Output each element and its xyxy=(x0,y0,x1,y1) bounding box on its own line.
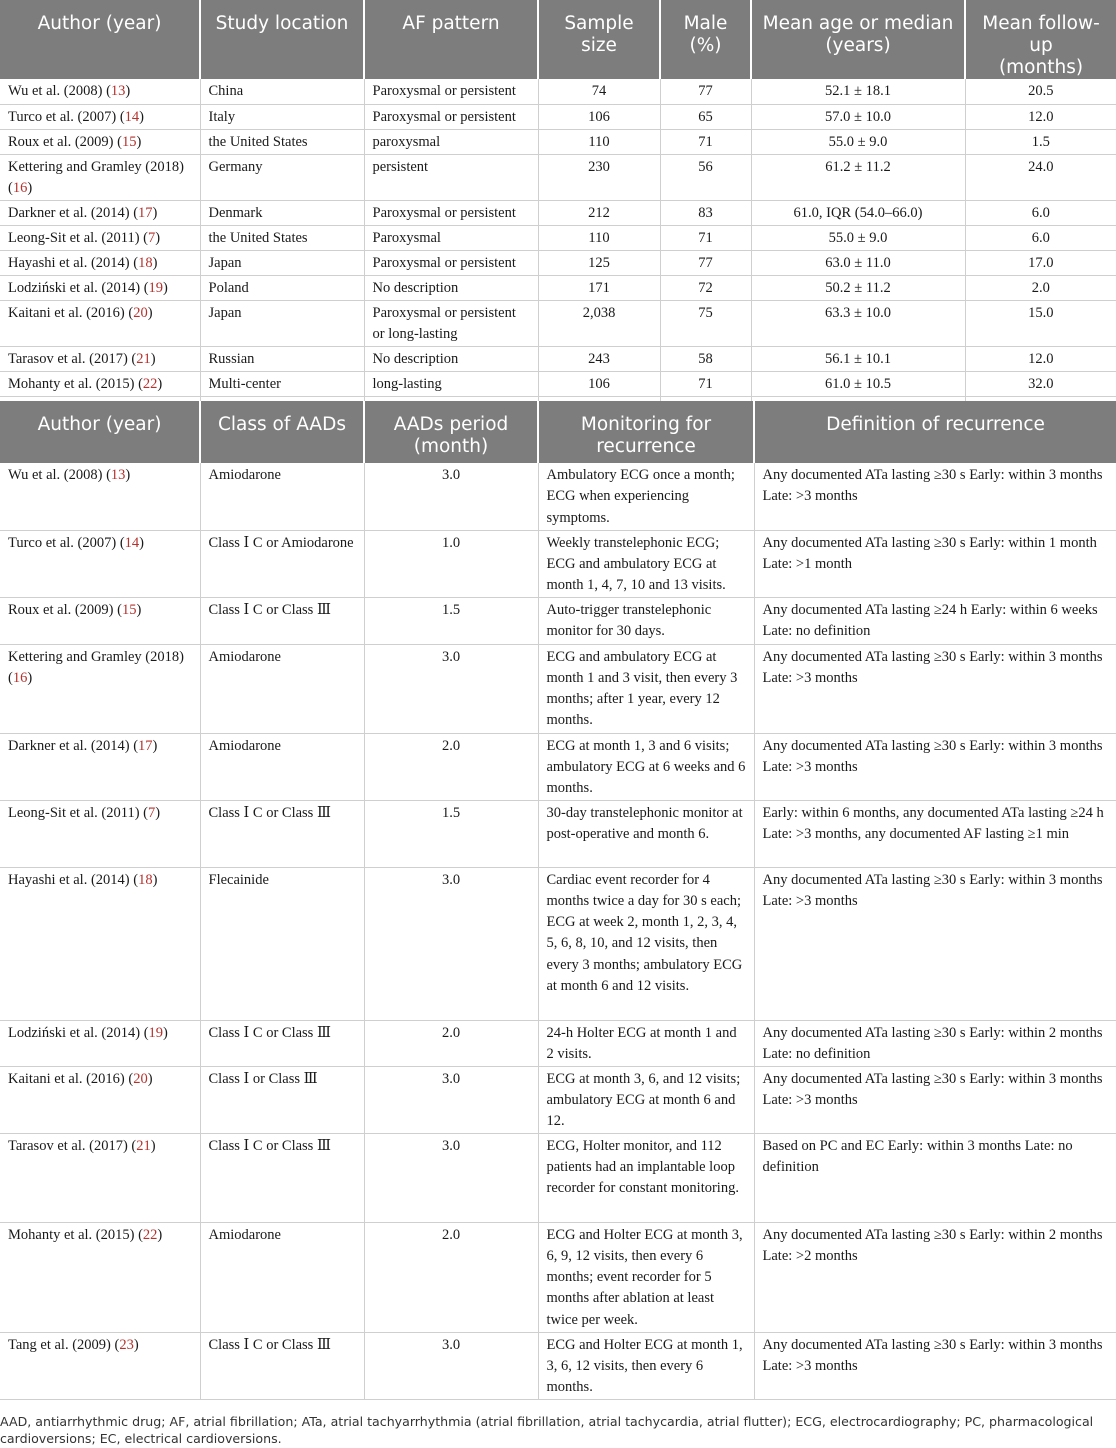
author-text: Darkner et al. (2014) ( xyxy=(8,737,139,754)
reference-link: 17 xyxy=(138,204,153,221)
reference-link: 18 xyxy=(138,871,153,888)
reference-link: 7 xyxy=(148,804,156,821)
author-cell xyxy=(0,200,200,225)
author-cell xyxy=(0,800,200,867)
definition-cell: Any documented ATa lasting ≥30 s Early: within 3 months Late: >3 months xyxy=(754,644,1116,733)
reference-close: ) xyxy=(27,669,33,686)
age-cell: 50.2 ± 11.2 xyxy=(751,275,965,300)
aad-monitoring-table xyxy=(0,401,1116,1400)
reference-close: ) xyxy=(133,1336,139,1353)
definition-cell: Any documented ATa lasting ≥30 s Early: within 3 months Late: >3 months xyxy=(754,1332,1116,1399)
reference-link: 19 xyxy=(148,1024,164,1041)
sample-size-cell: 106 xyxy=(538,371,660,396)
author-cell xyxy=(0,346,200,371)
reference-link: 21 xyxy=(136,350,151,367)
aad-period-cell: 1.5 xyxy=(364,800,538,867)
follow-up-cell: 32.0 xyxy=(965,371,1116,396)
af-pattern-cell: No description xyxy=(364,275,538,300)
reference-close: ) xyxy=(152,737,158,754)
column-header: Mean age or median (years) xyxy=(751,0,965,79)
author-text: Wu et al. (2008) ( xyxy=(8,467,111,483)
table-row xyxy=(0,250,1116,275)
author-text: Hayashi et al. (2014) ( xyxy=(8,871,139,888)
table-row xyxy=(0,154,1116,200)
reference-link: 13 xyxy=(110,467,126,483)
author-text: Mohanty et al. (2015) ( xyxy=(8,1226,143,1243)
author-cell xyxy=(0,733,200,800)
aad-period-cell: 2.0 xyxy=(364,1020,538,1066)
reference-close: ) xyxy=(139,108,144,125)
author-cell xyxy=(0,371,200,396)
aad-class-cell: Class Ⅰ C or Class Ⅲ xyxy=(200,597,364,644)
author-cell xyxy=(0,104,200,129)
monitoring-cell: Auto-trigger transtelephonic monitor for 30 days. xyxy=(538,597,754,644)
aad-class-cell: Class Ⅰ C or Class Ⅲ xyxy=(200,1133,364,1222)
reference-close: ) xyxy=(125,467,131,483)
table-row xyxy=(0,530,1116,597)
definition-cell: Any documented ATa lasting ≥30 s Early: within 1 month Late: >1 month xyxy=(754,530,1116,597)
male-percent-cell: 72 xyxy=(660,275,751,300)
definition-cell: Based on PC and EC Early: within 3 months Late: no definition xyxy=(754,1133,1116,1222)
follow-up-cell: 15.0 xyxy=(965,300,1116,346)
location-cell: Japan xyxy=(200,300,364,346)
table-row xyxy=(0,1020,1116,1066)
table-row xyxy=(0,104,1116,129)
sample-size-cell: 110 xyxy=(538,225,660,250)
follow-up-cell: 6.0 xyxy=(965,200,1116,225)
sample-size-cell: 110 xyxy=(538,129,660,154)
monitoring-cell: ECG and Holter ECG at month 1, 3, 6, 12 visits, then every 6 months. xyxy=(538,1332,754,1399)
author-cell xyxy=(0,1066,200,1133)
author-cell xyxy=(0,530,200,597)
author-text: Turco et al. (2007) ( xyxy=(8,108,125,125)
author-cell xyxy=(0,154,200,200)
age-cell: 61.2 ± 11.2 xyxy=(751,154,965,200)
definition-cell: Early: within 6 months, any documented ATa lasting ≥24 h Late: >3 months, any documented AF lasting ≥1 min xyxy=(754,800,1116,867)
aad-period-cell: 3.0 xyxy=(364,1332,538,1399)
follow-up-cell: 24.0 xyxy=(965,154,1116,200)
author-cell xyxy=(0,867,200,1020)
age-cell: 61.0, IQR (54.0–66.0) xyxy=(751,200,965,225)
aad-period-cell: 3.0 xyxy=(364,1133,538,1222)
table-row xyxy=(0,129,1116,154)
location-cell: the United States xyxy=(200,225,364,250)
af-pattern-cell: persistent xyxy=(364,154,538,200)
monitoring-cell: 24-h Holter ECG at month 1 and 2 visits. xyxy=(538,1020,754,1066)
aad-class-cell: Class Ⅰ or Class Ⅲ xyxy=(200,1066,364,1133)
male-percent-cell: 71 xyxy=(660,371,751,396)
sample-size-cell: 212 xyxy=(538,200,660,225)
af-pattern-cell: Paroxysmal xyxy=(364,225,538,250)
aad-class-cell: Amiodarone xyxy=(200,644,364,733)
follow-up-cell: 2.0 xyxy=(965,275,1116,300)
monitoring-cell: 30-day transtelephonic monitor at post-operative and month 6. xyxy=(538,800,754,867)
reference-link: 15 xyxy=(121,133,137,150)
age-cell: 63.3 ± 10.0 xyxy=(751,300,965,346)
reference-close: ) xyxy=(147,304,153,321)
follow-up-cell: 12.0 xyxy=(965,104,1116,129)
definition-cell: Any documented ATa lasting ≥30 s Early: within 2 months Late: >2 months xyxy=(754,1222,1116,1332)
table-row xyxy=(0,733,1116,800)
author-cell xyxy=(0,1332,200,1399)
sample-size-cell: 74 xyxy=(538,79,660,104)
table-footnote: AAD, antiarrhythmic drug; AF, atrial fibrillation; ATa, atrial tachyarrhythmia (atrial fibrillation, atrial tachycardia, atrial flutter); ECG, electrocardiography; PC, pharmacological cardioversions; EC, electrical cardioversions. xyxy=(0,1414,1094,1446)
author-cell xyxy=(0,1222,200,1332)
location-cell: Denmark xyxy=(200,200,364,225)
definition-cell: Any documented ATa lasting ≥30 s Early: within 2 months Late: no definition xyxy=(754,1020,1116,1066)
author-cell xyxy=(0,129,200,154)
author-text: Lodziński et al. (2014) ( xyxy=(8,1024,149,1041)
reference-close: ) xyxy=(152,254,158,271)
table-row xyxy=(0,1332,1116,1399)
reference-link: 14 xyxy=(124,108,140,125)
age-cell: 52.1 ± 18.1 xyxy=(751,79,965,104)
table-row xyxy=(0,225,1116,250)
reference-close: ) xyxy=(157,375,163,392)
column-header: Definition of recurrence xyxy=(754,401,1116,463)
column-header: Mean follow-up (months) xyxy=(965,0,1116,79)
author-cell xyxy=(0,1133,200,1222)
male-percent-cell: 65 xyxy=(660,104,751,129)
reference-link: 19 xyxy=(148,279,164,296)
reference-link: 18 xyxy=(138,254,153,271)
table-row xyxy=(0,463,1116,530)
table-row xyxy=(0,800,1116,867)
aad-period-cell: 2.0 xyxy=(364,1222,538,1332)
reference-close: ) xyxy=(163,1024,168,1041)
author-cell xyxy=(0,300,200,346)
reference-close: ) xyxy=(139,534,144,551)
reference-close: ) xyxy=(152,204,158,221)
reference-link: 23 xyxy=(119,1336,134,1353)
table-row xyxy=(0,1133,1116,1222)
aad-period-cell: 3.0 xyxy=(364,463,538,530)
table-row xyxy=(0,644,1116,733)
male-percent-cell: 77 xyxy=(660,79,751,104)
age-cell: 61.0 ± 10.5 xyxy=(751,371,965,396)
author-text: Tarasov et al. (2017) ( xyxy=(8,1137,137,1154)
reference-link: 14 xyxy=(124,534,140,551)
author-text: Hayashi et al. (2014) ( xyxy=(8,254,139,271)
aad-class-cell: Amiodarone xyxy=(200,463,364,530)
age-cell: 57.0 ± 10.0 xyxy=(751,104,965,129)
author-text: Kaitani et al. (2016) ( xyxy=(8,1070,134,1087)
aad-class-cell: Class Ⅰ C or Class Ⅲ xyxy=(200,1332,364,1399)
reference-link: 22 xyxy=(142,375,158,392)
monitoring-cell: ECG and ambulatory ECG at month 1 and 3 visit, then every 3 months; after 1 year, every 12 months. xyxy=(538,644,754,733)
aad-class-cell: Flecainide xyxy=(200,867,364,1020)
author-text: Wu et al. (2008) ( xyxy=(8,83,111,99)
aad-class-cell: Amiodarone xyxy=(200,733,364,800)
af-pattern-cell: Paroxysmal or persistent xyxy=(364,200,538,225)
aad-period-cell: 2.0 xyxy=(364,733,538,800)
reference-link: 16 xyxy=(12,179,28,196)
reference-link: 20 xyxy=(133,1070,148,1087)
reference-close: ) xyxy=(136,601,142,618)
table-row xyxy=(0,371,1116,396)
column-header: Male (%) xyxy=(660,0,751,79)
monitoring-cell: Ambulatory ECG once a month; ECG when experiencing symptoms. xyxy=(538,463,754,530)
location-cell: Japan xyxy=(200,250,364,275)
column-header: AF pattern xyxy=(364,0,538,79)
male-percent-cell: 71 xyxy=(660,225,751,250)
author-cell xyxy=(0,275,200,300)
af-pattern-cell: Paroxysmal or persistent xyxy=(364,104,538,129)
aad-class-cell: Class Ⅰ C or Class Ⅲ xyxy=(200,800,364,867)
sample-size-cell: 106 xyxy=(538,104,660,129)
table-1-header-row xyxy=(0,0,1116,79)
male-percent-cell: 58 xyxy=(660,346,751,371)
reference-close: ) xyxy=(27,179,33,196)
definition-cell: Any documented ATa lasting ≥30 s Early: within 3 months Late: >3 months xyxy=(754,733,1116,800)
author-text: Roux et al. (2009) ( xyxy=(8,133,122,150)
reference-close: ) xyxy=(155,804,161,821)
definition-cell: Any documented ATa lasting ≥30 s Early: within 3 months Late: >3 months xyxy=(754,1066,1116,1133)
aad-class-cell: Amiodarone xyxy=(200,1222,364,1332)
age-cell: 63.0 ± 11.0 xyxy=(751,250,965,275)
column-header: Author (year) xyxy=(0,401,200,463)
aad-period-cell: 1.5 xyxy=(364,597,538,644)
follow-up-cell: 12.0 xyxy=(965,346,1116,371)
table-row xyxy=(0,346,1116,371)
author-text: Roux et al. (2009) ( xyxy=(8,601,122,618)
author-text: Mohanty et al. (2015) ( xyxy=(8,375,143,392)
reference-close: ) xyxy=(125,83,131,99)
table-row xyxy=(0,79,1116,104)
male-percent-cell: 71 xyxy=(660,129,751,154)
author-text: Kettering and Gramley (2018) ( xyxy=(8,158,184,196)
table-row xyxy=(0,1222,1116,1332)
sample-size-cell: 171 xyxy=(538,275,660,300)
author-text: Darkner et al. (2014) ( xyxy=(8,204,139,221)
location-cell: China xyxy=(200,79,364,104)
reference-link: 22 xyxy=(142,1226,158,1243)
reference-close: ) xyxy=(150,1137,156,1154)
author-text: Kettering and Gramley (2018) ( xyxy=(8,648,184,686)
location-cell: the United States xyxy=(200,129,364,154)
location-cell: Germany xyxy=(200,154,364,200)
table-row xyxy=(0,200,1116,225)
aad-class-cell: Class Ⅰ C or Class Ⅲ xyxy=(200,1020,364,1066)
age-cell: 56.1 ± 10.1 xyxy=(751,346,965,371)
author-cell xyxy=(0,250,200,275)
reference-close: ) xyxy=(147,1070,153,1087)
table-row xyxy=(0,867,1116,1020)
location-cell: Multi-center xyxy=(200,371,364,396)
sample-size-cell: 243 xyxy=(538,346,660,371)
location-cell: Poland xyxy=(200,275,364,300)
reference-link: 13 xyxy=(110,83,126,99)
author-cell xyxy=(0,225,200,250)
author-cell xyxy=(0,597,200,644)
reference-link: 21 xyxy=(136,1137,151,1154)
definition-cell: Any documented ATa lasting ≥24 h Early: within 6 weeks Late: no definition xyxy=(754,597,1116,644)
reference-close: ) xyxy=(163,279,168,296)
male-percent-cell: 83 xyxy=(660,200,751,225)
table-row xyxy=(0,597,1116,644)
male-percent-cell: 77 xyxy=(660,250,751,275)
sample-size-cell: 2,038 xyxy=(538,300,660,346)
monitoring-cell: Cardiac event recorder for 4 months twice a day for 30 s each; ECG at week 2, month 1, 2, 3, 4, 5, 6, 8, 10, and 12 visits, then every 3 months; ambulatory ECG at month 6 and 12 visits. xyxy=(538,867,754,1020)
monitoring-cell: ECG at month 1, 3 and 6 visits; ambulatory ECG at 6 weeks and 6 months. xyxy=(538,733,754,800)
monitoring-cell: Weekly transtelephonic ECG; ECG and ambulatory ECG at month 1, 4, 7, 10 and 13 visits. xyxy=(538,530,754,597)
author-text: Lodziński et al. (2014) ( xyxy=(8,279,149,296)
column-header: Author (year) xyxy=(0,0,200,79)
location-cell: Italy xyxy=(200,104,364,129)
author-text: Turco et al. (2007) ( xyxy=(8,534,125,551)
author-text: Kaitani et al. (2016) ( xyxy=(8,304,134,321)
author-text: Leong-Sit et al. (2011) ( xyxy=(8,229,148,246)
af-pattern-cell: No description xyxy=(364,346,538,371)
study-characteristics-table xyxy=(0,0,1116,422)
reference-link: 20 xyxy=(133,304,148,321)
aad-class-cell: Class Ⅰ C or Amiodarone xyxy=(200,530,364,597)
table-row xyxy=(0,275,1116,300)
aad-period-cell: 1.0 xyxy=(364,530,538,597)
af-pattern-cell: paroxysmal xyxy=(364,129,538,154)
column-header: Sample size xyxy=(538,0,660,79)
column-header: Study location xyxy=(200,0,364,79)
table-row xyxy=(0,1066,1116,1133)
table-2-header-row xyxy=(0,401,1116,463)
af-pattern-cell: Paroxysmal or persistent xyxy=(364,250,538,275)
af-pattern-cell: Paroxysmal or persistent or long-lasting xyxy=(364,300,538,346)
column-header: AADs period (month) xyxy=(364,401,538,463)
reference-close: ) xyxy=(150,350,156,367)
location-cell: Russian xyxy=(200,346,364,371)
definition-cell: Any documented ATa lasting ≥30 s Early: within 3 months Late: >3 months xyxy=(754,867,1116,1020)
table-row xyxy=(0,300,1116,346)
follow-up-cell: 17.0 xyxy=(965,250,1116,275)
af-pattern-cell: long-lasting xyxy=(364,371,538,396)
aad-period-cell: 3.0 xyxy=(364,867,538,1020)
age-cell: 55.0 ± 9.0 xyxy=(751,129,965,154)
reference-close: ) xyxy=(157,1226,163,1243)
author-text: Leong-Sit et al. (2011) ( xyxy=(8,804,148,821)
male-percent-cell: 75 xyxy=(660,300,751,346)
author-text: Tang et al. (2009) ( xyxy=(8,1336,120,1353)
follow-up-cell: 1.5 xyxy=(965,129,1116,154)
reference-link: 17 xyxy=(138,737,153,754)
reference-link: 7 xyxy=(148,229,156,246)
author-cell xyxy=(0,644,200,733)
author-cell xyxy=(0,1020,200,1066)
monitoring-cell: ECG and Holter ECG at month 3, 6, 9, 12 visits, then every 6 months; event recorder for 5 months after ablation at least twice per week. xyxy=(538,1222,754,1332)
reference-link: 16 xyxy=(12,669,28,686)
sample-size-cell: 230 xyxy=(538,154,660,200)
age-cell: 55.0 ± 9.0 xyxy=(751,225,965,250)
reference-close: ) xyxy=(152,871,158,888)
reference-link: 15 xyxy=(121,601,137,618)
reference-close: ) xyxy=(155,229,161,246)
aad-period-cell: 3.0 xyxy=(364,644,538,733)
aad-period-cell: 3.0 xyxy=(364,1066,538,1133)
author-cell xyxy=(0,79,200,104)
monitoring-cell: ECG at month 3, 6, and 12 visits; ambulatory ECG at month 6 and 12. xyxy=(538,1066,754,1133)
reference-close: ) xyxy=(136,133,142,150)
male-percent-cell: 56 xyxy=(660,154,751,200)
monitoring-cell: ECG, Holter monitor, and 112 patients had an implantable loop recorder for constant monitoring. xyxy=(538,1133,754,1222)
author-cell xyxy=(0,463,200,530)
follow-up-cell: 6.0 xyxy=(965,225,1116,250)
af-pattern-cell: Paroxysmal or persistent xyxy=(364,79,538,104)
follow-up-cell: 20.5 xyxy=(965,79,1116,104)
definition-cell: Any documented ATa lasting ≥30 s Early: within 3 months Late: >3 months xyxy=(754,463,1116,530)
column-header: Class of AADs xyxy=(200,401,364,463)
column-header: Monitoring for recurrence xyxy=(538,401,754,463)
sample-size-cell: 125 xyxy=(538,250,660,275)
author-text: Tarasov et al. (2017) ( xyxy=(8,350,137,367)
